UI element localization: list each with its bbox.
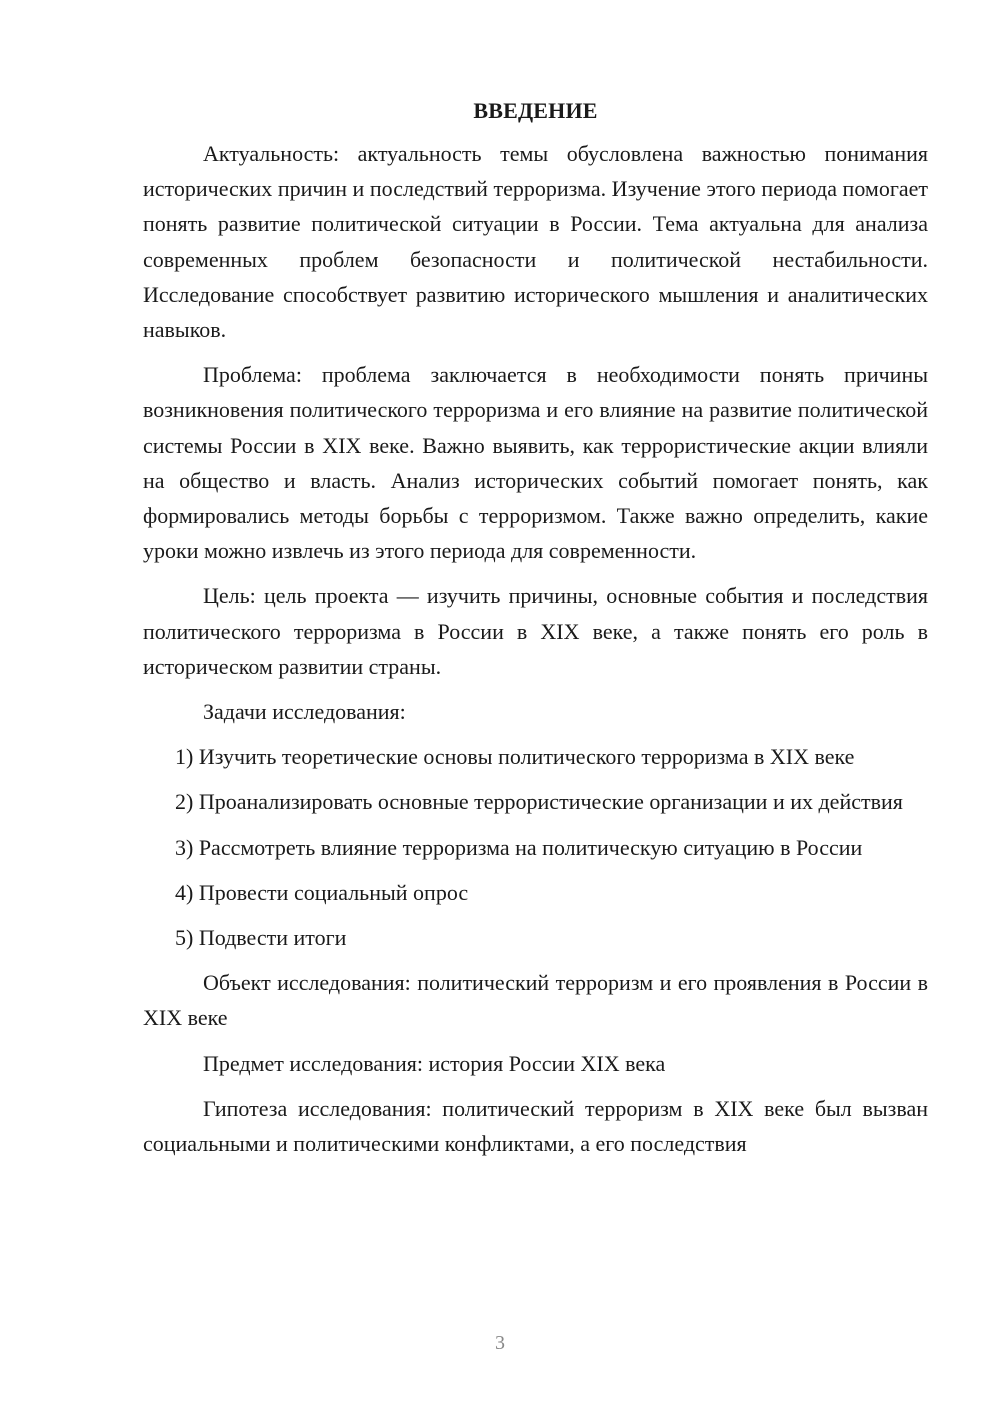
task-item-2: 2) Проанализировать основные террористические организации и их действия	[175, 789, 903, 815]
paragraph-hypothesis: Гипотеза исследования: политический терроризм в XIX веке был вызван социальными и политическими конфликтами, а его последствия	[143, 1095, 928, 1157]
paragraph-relevance: Актуальность: актуальность темы обусловлена важностью понимания исторических причин и последствий терроризма. Изучение этого периода помогает понять развитие политической ситуации в России. Тема актуальна для анализа современных проблем безопасности и политической нестабильности. Исследование способствует развитию исторического мышления и аналитических навыков.	[143, 141, 928, 343]
page-content	[143, 96, 928, 1171]
task-item-4: 4) Провести социальный опрос	[175, 879, 469, 905]
page-title: ВВЕДЕНИЕ	[473, 98, 598, 123]
task-item-3: 3) Рассмотреть влияние терроризма на политическую ситуацию в России	[175, 834, 863, 860]
page-number: 3	[495, 1332, 505, 1354]
task-item-5: 5) Подвести итоги	[175, 925, 347, 951]
task-item-1: 1) Изучить теоретические основы политического терроризма в XIX веке	[175, 744, 855, 770]
paragraph-object: Объект исследования: политический терроризм и его проявления в России в XIX веке	[143, 970, 928, 1031]
paragraph-goal: Цель: цель проекта — изучить причины, основные события и последствия политического терроризма в России в XIX веке, а также понять его роль в историческом развитии страны.	[143, 583, 928, 679]
paragraph-subject: Предмет исследования: история России XIX века	[203, 1050, 666, 1076]
paragraph-problem: Проблема: проблема заключается в необходимости понять причины возникновения политического терроризма и его влияние на развитие политической системы России в XIX веке. Важно выявить, как террористические акции влияли на общество и власть. Анализ исторических событий помогает понять, как формировались методы борьбы с терроризмом. Также важно определить, какие уроки можно извлечь из этого периода для современности.	[143, 362, 928, 564]
tasks-heading: Задачи исследования:	[203, 699, 406, 725]
